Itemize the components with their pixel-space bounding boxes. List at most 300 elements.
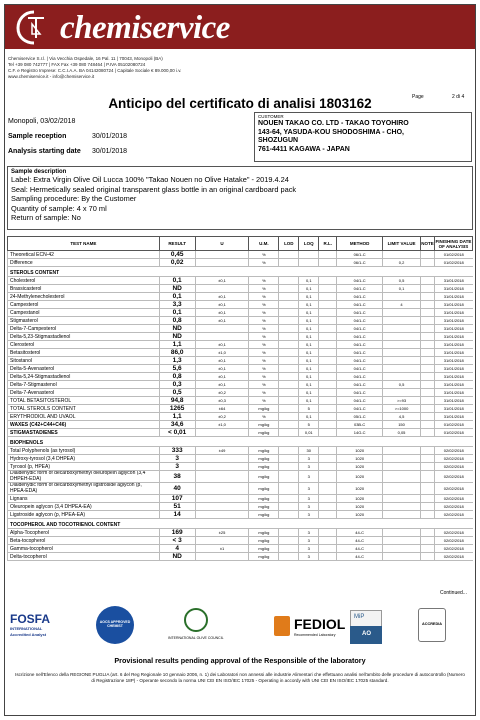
table-row <box>8 495 473 503</box>
table-row <box>8 309 473 317</box>
cell-limit: 4,5 <box>383 413 421 421</box>
cell-name: TOTAL STEROLS CONTENT <box>8 405 160 413</box>
cell-note <box>420 447 434 455</box>
cell-note <box>420 277 434 285</box>
table-row <box>8 357 473 365</box>
cell-note <box>420 471 434 483</box>
cell-um: % <box>249 285 279 293</box>
sample-line: Sampling procedure: By the Customer <box>11 194 137 204</box>
cell-u <box>195 471 249 483</box>
cell-result: < 3 <box>159 537 195 545</box>
cell-rl <box>319 341 337 349</box>
table-row <box>8 285 473 293</box>
cell-rl <box>319 405 337 413</box>
cell-note <box>420 309 434 317</box>
cell-lod <box>279 381 299 389</box>
cell-name: Dialdehydic form of decarboxymethyl ligstroside aglycon (p, HPEA-EDA) <box>8 483 160 495</box>
cell-lod <box>279 333 299 341</box>
cell-result: 34,6 <box>159 421 195 429</box>
cell-rl <box>319 349 337 357</box>
cell-u <box>195 251 249 259</box>
customer-box <box>254 112 472 162</box>
cell-method: 1020 <box>337 495 383 503</box>
table-row <box>8 553 473 561</box>
cell-result: 86,0 <box>159 349 195 357</box>
mipaaf-sub: AO <box>362 631 371 637</box>
cell-um: % <box>249 293 279 301</box>
table-row <box>8 421 473 429</box>
section-row <box>8 267 473 277</box>
cell-loq: 3 <box>299 463 319 471</box>
cell-name: Difference <box>8 259 160 267</box>
col-header: METHOD <box>337 237 383 251</box>
cell-result: 0,1 <box>159 293 195 301</box>
cell-note <box>420 333 434 341</box>
cell-method: 04/1-C <box>337 365 383 373</box>
company-line: C.F. e Registro Imprese: C.C.I.A.A. BA 04142080724 | Capitale Sociale € 89.000,00 i.v. <box>8 68 182 73</box>
cell-result: 94,8 <box>159 397 195 405</box>
cell-name: Clerosterol <box>8 341 160 349</box>
cell-lod <box>279 529 299 537</box>
cell-um: % <box>249 373 279 381</box>
cell-rl <box>319 309 337 317</box>
cell-limit: 150 <box>383 421 421 429</box>
cell-rl <box>319 381 337 389</box>
cell-limit <box>383 349 421 357</box>
cell-note <box>420 389 434 397</box>
results-table <box>7 236 473 561</box>
starting-value: 30/01/2018 <box>92 148 128 155</box>
cell-date: 01/02/2018 <box>434 251 472 259</box>
cell-date: 02/02/2018 <box>434 511 472 519</box>
cell-rl <box>319 553 337 561</box>
cell-result: 40 <box>159 483 195 495</box>
cell-result: 0,02 <box>159 259 195 267</box>
table-row <box>8 381 473 389</box>
cell-result: 169 <box>159 529 195 537</box>
cell-loq: 3 <box>299 511 319 519</box>
cell-name: 24-Methylenecholesterol <box>8 293 160 301</box>
table-row <box>8 373 473 381</box>
cell-result: 51 <box>159 503 195 511</box>
cell-loq: 0,1 <box>299 413 319 421</box>
cell-rl <box>319 397 337 405</box>
cell-method: 04/1-C <box>337 373 383 381</box>
cell-u: ±1,0 <box>195 349 249 357</box>
cell-loq <box>299 259 319 267</box>
cell-loq: 3 <box>299 495 319 503</box>
fediol-icon <box>274 616 290 636</box>
cell-result: ND <box>159 333 195 341</box>
cell-rl <box>319 545 337 553</box>
cell-result: 14 <box>159 511 195 519</box>
cell-date: 02/02/2018 <box>434 553 472 561</box>
cell-loq: 0,1 <box>299 325 319 333</box>
cell-method: 04/1-C <box>337 341 383 349</box>
table-row <box>8 365 473 373</box>
cell-u: ±1,0 <box>195 421 249 429</box>
cell-result: 333 <box>159 447 195 455</box>
sample-line: Return of sample: No <box>11 213 81 223</box>
cell-date: 31/01/2018 <box>434 405 472 413</box>
company-line: Chemiservice S.r.l. | Via Vecchia Ospedale, 16 Pal. 11 | 70043, Monopoli (BA) <box>8 56 163 61</box>
cell-limit <box>383 471 421 483</box>
cell-limit <box>383 293 421 301</box>
cell-loq: 0,1 <box>299 301 319 309</box>
cell-loq: 0,01 <box>299 429 319 437</box>
fosfa-sub2: Accredited Analyst <box>10 632 47 637</box>
cell-loq: 3 <box>299 471 319 483</box>
cell-u: ±0,1 <box>195 357 249 365</box>
cell-lod <box>279 545 299 553</box>
cell-u: ±0,1 <box>195 365 249 373</box>
cell-rl <box>319 471 337 483</box>
cell-u: ±0,3 <box>195 397 249 405</box>
cell-rl <box>319 537 337 545</box>
cell-u <box>195 455 249 463</box>
cell-u <box>195 537 249 545</box>
cell-result: 0,8 <box>159 317 195 325</box>
cell-name: Stigmasterol <box>8 317 160 325</box>
cell-limit <box>383 357 421 365</box>
cell-lod <box>279 455 299 463</box>
cell-u: ±0,1 <box>195 277 249 285</box>
cell-result: 0,5 <box>159 389 195 397</box>
cell-rl <box>319 413 337 421</box>
cell-um: % <box>249 301 279 309</box>
cell-limit: 0,1 <box>383 285 421 293</box>
cell-limit <box>383 463 421 471</box>
table-row <box>8 429 473 437</box>
cell-lod <box>279 553 299 561</box>
cell-um: mg/kg <box>249 503 279 511</box>
cell-u: ±64 <box>195 405 249 413</box>
aocs-text: AOCS APPROVED CHEMIST <box>99 620 131 628</box>
cell-u <box>195 553 249 561</box>
table-body <box>8 251 473 561</box>
cell-note <box>420 483 434 495</box>
cell-note <box>420 301 434 309</box>
cell-loq: 0,1 <box>299 373 319 381</box>
cell-date: 02/02/2018 <box>434 529 472 537</box>
cell-lod <box>279 471 299 483</box>
cell-name: Lignans <box>8 495 160 503</box>
cell-um: % <box>249 333 279 341</box>
cell-result: 1,1 <box>159 341 195 349</box>
cell-method: 04/1-C <box>337 301 383 309</box>
cell-rl <box>319 463 337 471</box>
cell-note <box>420 251 434 259</box>
cell-method: 14G-C <box>337 429 383 437</box>
cell-um: % <box>249 251 279 259</box>
cell-name: Betasitosterol <box>8 349 160 357</box>
cell-name: Delta-7-Campesterol <box>8 325 160 333</box>
brand-logo-text: chemiservice <box>60 10 230 46</box>
cell-limit <box>383 341 421 349</box>
section-title: TOCOPHEROL AND TOCOTRIENOL CONTENT <box>8 519 473 529</box>
cell-lod <box>279 341 299 349</box>
cell-name: Cholesterol <box>8 277 160 285</box>
cell-limit <box>383 325 421 333</box>
mipaaf-text: MiP <box>354 614 365 620</box>
cell-um: mg/kg <box>249 545 279 553</box>
table-row <box>8 259 473 267</box>
page-title: Anticipo del certificato di analisi 1803162 <box>108 96 372 111</box>
cell-loq: 0,1 <box>299 341 319 349</box>
sample-heading: Sample description <box>11 169 67 175</box>
cell-note <box>420 545 434 553</box>
cell-result: 1,3 <box>159 357 195 365</box>
cell-name: Campestanol <box>8 309 160 317</box>
cell-limit: 0,5 <box>383 381 421 389</box>
cell-date: 02/02/2018 <box>434 545 472 553</box>
place-date: Monopoli, 03/02/2018 <box>8 118 76 125</box>
cell-limit <box>383 389 421 397</box>
cell-um: % <box>249 365 279 373</box>
cell-lod <box>279 495 299 503</box>
table-row <box>8 545 473 553</box>
cell-loq: 3 <box>299 483 319 495</box>
cell-date: 31/01/2018 <box>434 389 472 397</box>
cell-um: mg/kg <box>249 529 279 537</box>
cell-lod <box>279 421 299 429</box>
cell-rl <box>319 373 337 381</box>
cell-date: 02/02/2018 <box>434 503 472 511</box>
cell-um: mg/kg <box>249 483 279 495</box>
cell-rl <box>319 325 337 333</box>
cell-note <box>420 357 434 365</box>
cell-rl <box>319 293 337 301</box>
cell-u <box>195 463 249 471</box>
table-row <box>8 447 473 455</box>
cell-rl <box>319 429 337 437</box>
chemiservice-logo-icon <box>14 8 54 46</box>
cell-rl <box>319 455 337 463</box>
cell-u: ±0,1 <box>195 341 249 349</box>
cell-result: 3,3 <box>159 301 195 309</box>
cell-um: % <box>249 317 279 325</box>
cell-note <box>420 349 434 357</box>
table-header-row <box>8 237 473 251</box>
cell-limit <box>383 447 421 455</box>
cell-lod <box>279 301 299 309</box>
cell-note <box>420 537 434 545</box>
cell-u: ±0,1 <box>195 301 249 309</box>
section-title: BIOPHENOLS <box>8 437 473 447</box>
cell-lod <box>279 397 299 405</box>
cell-method: 44-C <box>337 529 383 537</box>
cell-um: % <box>249 325 279 333</box>
fosfa-logo: FOSFA <box>10 612 51 626</box>
cell-um: % <box>249 341 279 349</box>
cell-name: Delta-tocopherol <box>8 553 160 561</box>
cell-loq: 0,1 <box>299 349 319 357</box>
cell-note <box>420 341 434 349</box>
cell-method: 44-C <box>337 537 383 545</box>
cell-u <box>195 325 249 333</box>
cell-result: 0,1 <box>159 277 195 285</box>
cell-rl <box>319 277 337 285</box>
cell-date: 31/01/2018 <box>434 413 472 421</box>
cell-date: 02/02/2018 <box>434 447 472 455</box>
cell-method: 04/1-C <box>337 357 383 365</box>
col-header: U <box>195 237 249 251</box>
cell-name: Hydroxy-tyrosol (3,4 DHPEA) <box>8 455 160 463</box>
cell-date: 31/01/2018 <box>434 373 472 381</box>
cell-result: ND <box>159 285 195 293</box>
cell-result: 3 <box>159 455 195 463</box>
cell-date: 01/02/2018 <box>434 429 472 437</box>
cell-note <box>420 511 434 519</box>
cell-method: 06/1-C <box>337 251 383 259</box>
cell-u: ±1 <box>195 545 249 553</box>
cell-loq: 3 <box>299 545 319 553</box>
cell-limit: >=93 <box>383 397 421 405</box>
cell-name: Gamma-tocopherol <box>8 545 160 553</box>
cell-lod <box>279 429 299 437</box>
accreditation-logos <box>8 606 472 644</box>
cell-limit <box>383 317 421 325</box>
cell-lod <box>279 511 299 519</box>
cell-limit <box>383 553 421 561</box>
col-header: R.L. <box>319 237 337 251</box>
table-row <box>8 341 473 349</box>
cell-u: ±0,1 <box>195 317 249 325</box>
table-row <box>8 317 473 325</box>
col-header: TEST NAME <box>8 237 160 251</box>
provisional-notice: Provisional results pending approval of the Responsible of the laboratory <box>114 656 366 665</box>
cell-note <box>420 463 434 471</box>
cell-loq: 3 <box>299 455 319 463</box>
cell-u: ±0,2 <box>195 413 249 421</box>
cell-method: 04/1-C <box>337 309 383 317</box>
cell-note <box>420 529 434 537</box>
cell-name: Tyrosol (p, HPEA) <box>8 463 160 471</box>
cell-lod <box>279 309 299 317</box>
cell-um: mg/kg <box>249 553 279 561</box>
cell-rl <box>319 285 337 293</box>
cell-result: 38 <box>159 471 195 483</box>
cell-date: 31/01/2018 <box>434 397 472 405</box>
cell-um: % <box>249 357 279 365</box>
cell-name: Oleuropein aglycon (3,4 DHPEA-EA) <box>8 503 160 511</box>
cell-um: % <box>249 349 279 357</box>
fediol-logo: FEDIOL <box>294 616 346 632</box>
table-row <box>8 537 473 545</box>
cell-method: 1020 <box>337 471 383 483</box>
cell-lod <box>279 251 299 259</box>
cell-rl <box>319 365 337 373</box>
cell-method: 04/1-C <box>337 293 383 301</box>
table-row <box>8 405 473 413</box>
table-row <box>8 349 473 357</box>
cell-loq: 0,1 <box>299 357 319 365</box>
cell-result: 1,1 <box>159 413 195 421</box>
cell-rl <box>319 495 337 503</box>
customer-line: SHOZUGUN <box>258 137 299 144</box>
cell-lod <box>279 325 299 333</box>
cell-limit: 0,05 <box>383 429 421 437</box>
cell-name: Delta-5,23-Stigmastadienol <box>8 333 160 341</box>
company-line: Tel +39 080 742777 | FAX Fax +39 080 748464 | P.IVA 05102080724 <box>8 62 146 67</box>
cell-rl <box>319 503 337 511</box>
cell-loq: 5 <box>299 405 319 413</box>
col-header: LIMIT VALUE <box>383 237 421 251</box>
sample-line: Quantity of sample: 4 x 70 ml <box>11 203 107 213</box>
cell-limit <box>383 503 421 511</box>
cell-result: 0,3 <box>159 381 195 389</box>
cell-loq: 0,1 <box>299 285 319 293</box>
cell-lod <box>279 503 299 511</box>
cell-method: 06/1-C <box>337 259 383 267</box>
cell-date: 02/02/2018 <box>434 463 472 471</box>
cell-u: ±0,1 <box>195 381 249 389</box>
cell-note <box>420 381 434 389</box>
cell-date: 02/02/2018 <box>434 495 472 503</box>
cell-lod <box>279 373 299 381</box>
cell-rl <box>319 357 337 365</box>
customer-label: CUSTOMER <box>258 114 284 119</box>
cell-date: 02/02/2018 <box>434 455 472 463</box>
table-row <box>8 471 473 483</box>
ioc-text: INTERNATIONAL OLIVE COUNCIL <box>168 636 224 640</box>
cell-name: Alpha-Tocopherol <box>8 529 160 537</box>
cell-lod <box>279 537 299 545</box>
section-row <box>8 437 473 447</box>
cell-rl <box>319 421 337 429</box>
cell-result: < 0,01 <box>159 429 195 437</box>
cell-name: Sitostanol <box>8 357 160 365</box>
cell-loq: 0,1 <box>299 333 319 341</box>
cell-date: 01/02/2018 <box>434 259 472 267</box>
cell-lod <box>279 317 299 325</box>
cell-date: 31/01/2018 <box>434 325 472 333</box>
col-header: NOTE <box>420 237 434 251</box>
cell-limit: 0,5 <box>383 277 421 285</box>
cell-note <box>420 405 434 413</box>
cell-date: 31/01/2018 <box>434 309 472 317</box>
col-header: U.M. <box>249 237 279 251</box>
cell-limit <box>383 309 421 317</box>
table-row <box>8 511 473 519</box>
cell-result: 1265 <box>159 405 195 413</box>
cell-name: Delta-7-Avenasterol <box>8 389 160 397</box>
cell-um: % <box>249 381 279 389</box>
cell-date: 31/01/2018 <box>434 293 472 301</box>
cell-u <box>195 285 249 293</box>
cell-limit <box>383 495 421 503</box>
fediol-sub: Recommended Laboratory <box>294 633 336 637</box>
cell-note <box>420 325 434 333</box>
cell-rl <box>319 483 337 495</box>
cell-date: 31/01/2018 <box>434 277 472 285</box>
cell-note <box>420 503 434 511</box>
cell-date: 31/01/2018 <box>434 341 472 349</box>
cell-method: 44-C <box>337 553 383 561</box>
cell-limit <box>383 537 421 545</box>
cell-lod <box>279 259 299 267</box>
cell-method: 04/1-C <box>337 349 383 357</box>
cell-name: Delta-7-Stigmastenol <box>8 381 160 389</box>
page-number: 2 di 4 <box>452 94 465 100</box>
reception-value: 30/01/2018 <box>92 133 128 140</box>
cell-method: 1020 <box>337 463 383 471</box>
cell-lod <box>279 413 299 421</box>
cell-name: STIGMASTADIENES <box>8 429 160 437</box>
cell-name: Beta-tocopherol <box>8 537 160 545</box>
cell-um: mg/kg <box>249 511 279 519</box>
cell-u: ±0,1 <box>195 293 249 301</box>
